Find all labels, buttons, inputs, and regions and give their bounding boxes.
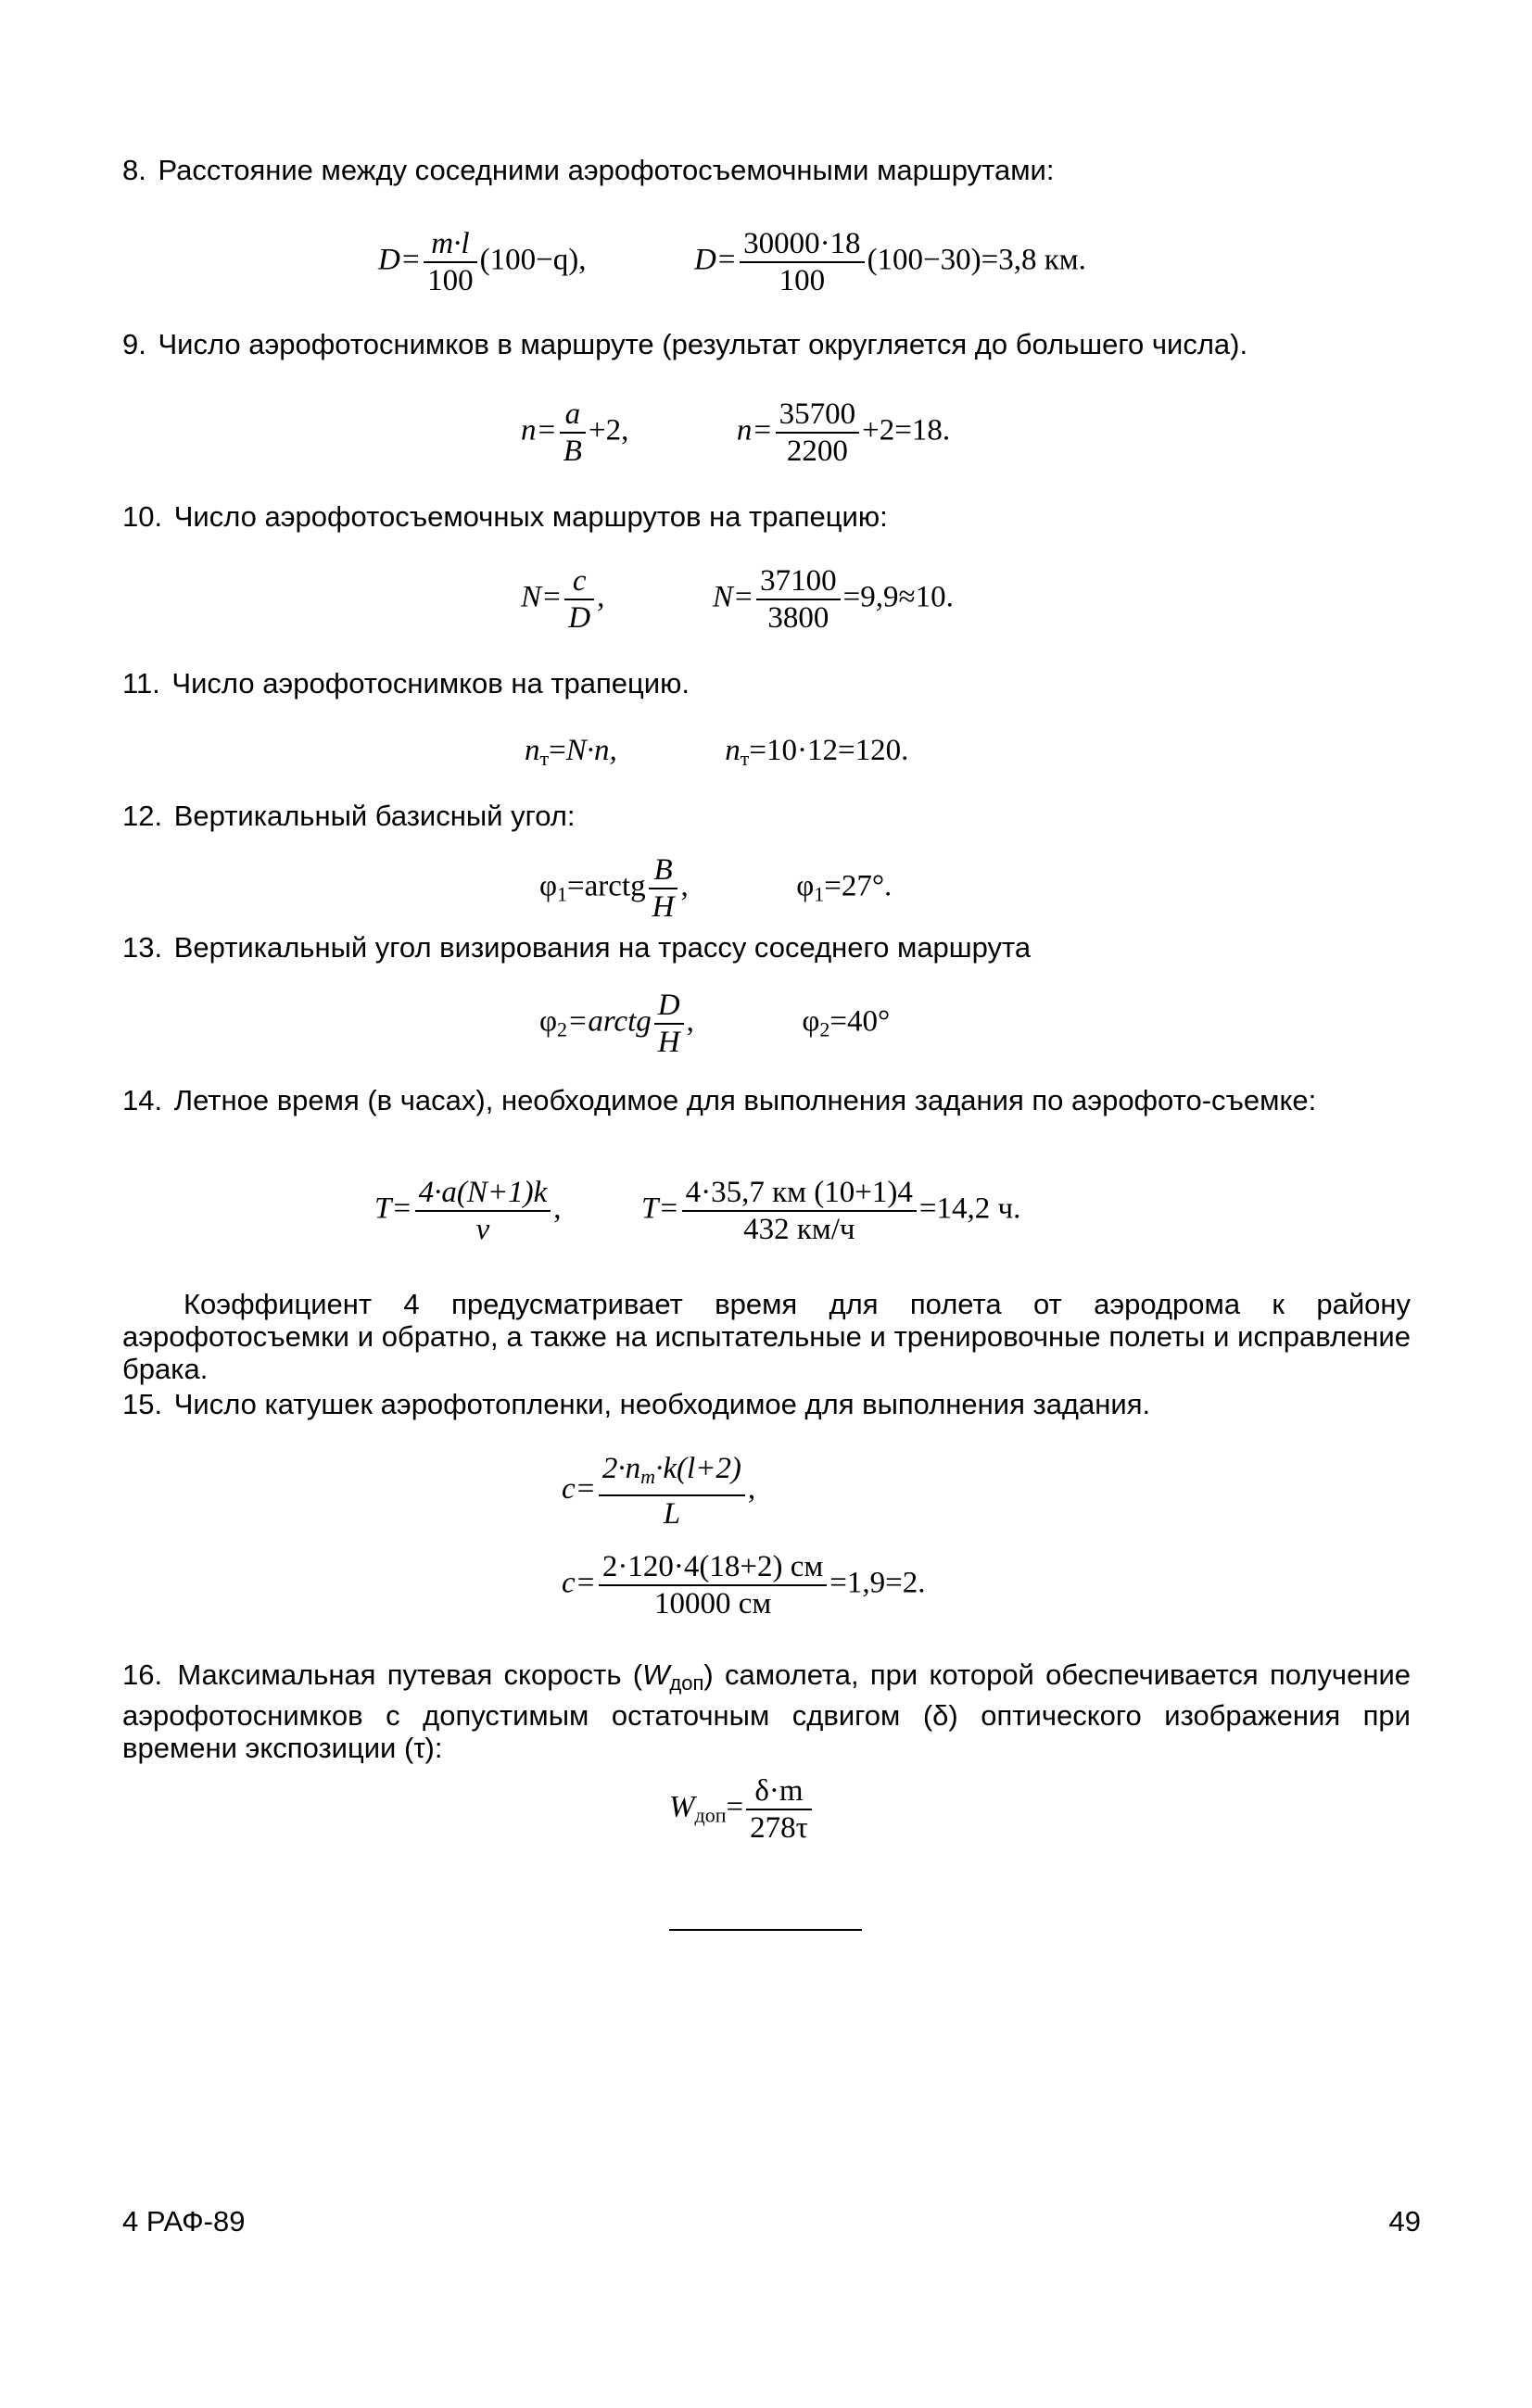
fraction [746,1773,812,1846]
item-number: 14. [122,1084,163,1116]
item-14-note: Коэффициент 4 предусматривает время для полета от аэродрома к району аэрофотосъемки и обратно, а также на испытательные и тренировочные полеты и исправление брака. [122,1288,1411,1385]
formula-term: n= [736,413,773,448]
formula-term: c= [562,1566,596,1600]
formula-term: = [726,1790,744,1824]
formula-term: , [747,1472,756,1507]
footer-left: 4 РАФ-89 [122,2205,246,2238]
item-11-label: Число аэрофотоснимков на трапецию. [171,667,690,700]
numerator: B [649,852,678,889]
subscript: доп [669,1671,704,1695]
item-8-label: Расстояние между соседними аэрофотосъемочными маршрутами: [158,154,1055,186]
formula-term: D= [693,243,738,277]
formula-term: T= [641,1191,679,1226]
formula-term: =1,9=2. [829,1566,926,1600]
item-number: 16. [122,1658,163,1691]
fraction [654,988,684,1060]
formula-term: +2, [588,413,629,448]
formula-term: n [525,734,540,767]
subscript: т [539,747,550,770]
denominator: L [663,1497,681,1531]
denominator: B [563,435,582,468]
symbol: W [642,1658,670,1691]
fraction [415,1175,551,1247]
formula-term: c= [562,1472,596,1507]
subscript: 2 [557,1017,568,1041]
formula-term: (100−30)=3,8 км. [867,243,1086,277]
item-10-label: Число аэрофотосъемочных маршрутов на трапецию: [173,500,888,533]
denominator: 100 [779,264,826,297]
item-9-text [122,328,1411,360]
item-14-label: Летное время (в часах), необходимое для выполнения задания по аэрофото-съемке: [173,1084,1317,1116]
fraction [740,226,865,298]
numerator: m·l [424,226,477,263]
formula-14 [374,1175,1020,1247]
numerator [599,1451,745,1496]
item-14-text [122,1084,1411,1116]
formula-term: φ [796,869,815,903]
denominator: H [657,1026,680,1059]
fraction [599,1451,745,1532]
formula-15b [562,1549,926,1621]
denominator: 432 км/ч [743,1213,855,1246]
item-15-label: Число катушек аэрофотопленки, необходимое для выполнения задания. [173,1388,1151,1420]
formula-10 [521,563,954,636]
formula-term: φ [539,1004,558,1039]
fraction [560,397,586,469]
fraction [564,563,594,636]
item-16-text [122,1658,1411,1764]
fraction [776,397,860,469]
item-13-label: Вертикальный угол визирования на трассу соседнего маршрута [173,931,1032,964]
denominator: 3800 [767,601,829,635]
numerator: 30000·18 [740,226,865,263]
item-number: 13. [122,931,163,964]
item-11-text [122,667,1411,700]
subscript: доп [694,1803,727,1827]
item-13-text [122,931,1411,964]
fraction [682,1175,917,1247]
formula-term: , [680,869,689,903]
item-16-label: ) самолета, при которой обеспечивается получение аэрофотоснимков с допустимым остаточным сдвигом (δ) оптического изображения при времени экспозиции (τ): [122,1658,1411,1764]
formula-term: = [549,734,566,767]
denominator: 2200 [786,435,848,468]
numerator: δ·m [746,1773,812,1810]
fraction [649,852,678,925]
fraction [756,563,841,636]
denominator: 10000 см [653,1587,772,1620]
denominator: 100 [427,264,474,297]
formula-term: W [669,1790,695,1824]
formula-16 [669,1773,815,1846]
item-12-label: Вертикальный базисный угол: [173,800,576,832]
denominator: 278τ [750,1811,808,1845]
item-10-text [122,500,1411,533]
formula-term: (100−q), [479,243,587,277]
formula-term: φ [539,869,558,903]
item-16-label: Максимальная путевая скорость ( [177,1658,643,1691]
formula-11 [525,736,908,769]
formula-term: =40° [829,1004,891,1039]
item-8-text [122,154,1411,186]
formula-term: =arctg [567,869,646,903]
item-number: 11. [122,667,160,700]
formula-term: T= [374,1191,412,1226]
formula-term: =9,9≈10. [842,580,954,614]
formula-term: =arctg [567,1004,652,1039]
subscript: 1 [557,882,568,906]
subscript: 2 [819,1017,830,1041]
end-divider [669,1929,862,1931]
numerator-text: 2·n [601,1452,641,1485]
item-number: 9. [122,328,146,360]
numerator: D [654,988,684,1025]
page-number: 49 [1388,2205,1421,2238]
numerator: 4·a(N+1)k [415,1175,551,1212]
numerator: a [560,397,586,434]
formula-term: , [553,1191,562,1226]
formula-term: n= [521,413,557,448]
formula-9 [521,397,950,469]
numerator: c [564,563,594,600]
formula-13 [539,988,890,1060]
denominator: v [475,1213,490,1246]
item-12-text [122,800,1411,832]
formula-term: n [725,734,741,767]
numerator: 4·35,7 км (10+1)4 [682,1175,917,1212]
formula-8 [378,226,1086,298]
formula-term: , [597,580,605,614]
formula-term: , [686,1004,694,1039]
denominator: D [568,601,591,635]
subscript: 1 [814,882,825,906]
formula-term: +2=18. [862,413,951,448]
formula-term: =27°. [824,869,893,903]
numerator: 35700 [776,397,860,434]
formula-term: =14,2 ч. [918,1191,1021,1226]
formula-term: N·n, [565,734,617,767]
subscript: т [640,1465,656,1488]
numerator: 37100 [756,563,841,600]
formula-15a [562,1451,755,1532]
formula-term: N= [712,580,754,614]
subscript: т [740,747,750,770]
item-number: 10. [122,500,163,533]
denominator: H [652,890,675,924]
fraction [599,1549,827,1621]
formula-term: φ [802,1004,820,1039]
item-number: 15. [122,1388,163,1420]
formula-term: N= [521,580,563,614]
numerator-text: ·k(l+2) [655,1452,741,1485]
item-15-text [122,1388,1411,1420]
item-number: 8. [122,154,146,186]
item-9-label: Число аэрофотоснимков в маршруте (результат округляется до большего числа). [158,328,1248,360]
formula-12 [539,852,892,925]
item-number: 12. [122,800,163,832]
fraction [424,226,477,298]
numerator: 2·120·4(18+2) см [599,1549,827,1586]
formula-term: =10·12=120. [749,734,909,767]
formula-term: D= [378,243,422,277]
